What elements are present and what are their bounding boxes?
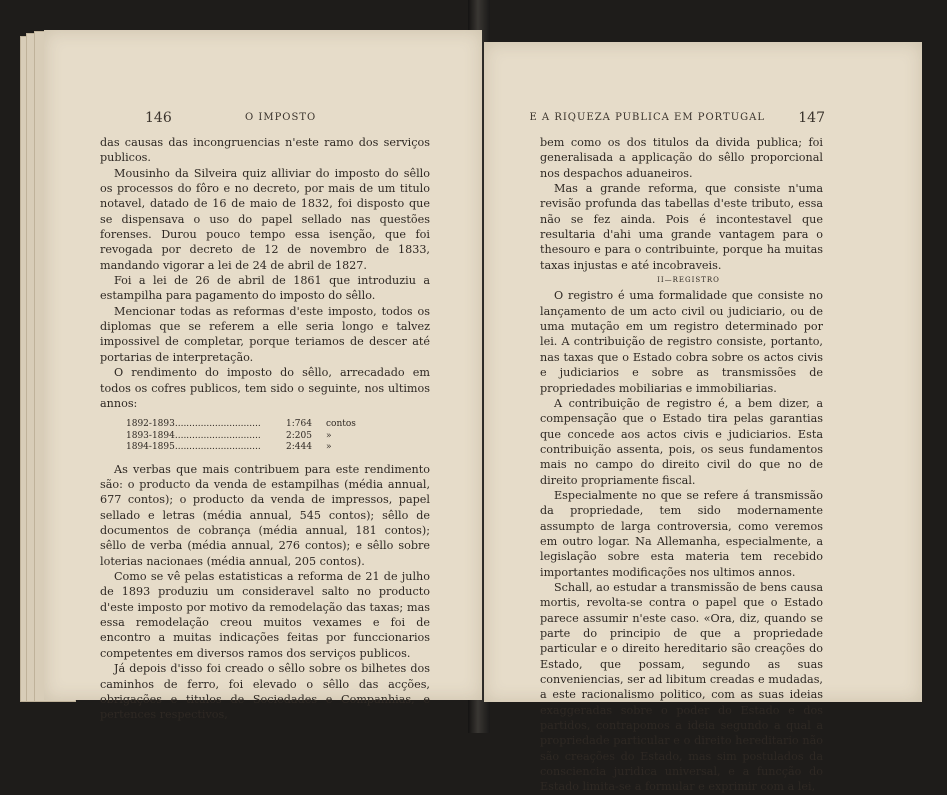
right-page-body [540,135,823,795]
paragraph: Mas a grande reforma, que consiste n'uma revisão profunda das tabellas d'este tributo, essa não se fez ainda. Pois é incontestavel que resultaria d'ahi uma grande vantagem para o thesouro e para o contribuinte, porque ha muitas taxas injustas e até incobraveis. [540,182,823,272]
paragraph: Foi a lei de 26 de abril de 1861 que introduziu a estampilha para pagamento do imposto do sêllo. [100,274,430,303]
paragraph: Mousinho da Silveira quiz alliviar do imposto do sêllo os processos do fôro e no decreto, por mais de um titulo notavel, datado de 16 de maio de 1832, foi disposto que se dispensava o uso do papel sellado nas questões forenses. Durou pouco tempo essa isenção, que foi revogada por decreto de 12 de novembro de 1833, mandando vigorar a lei de 24 de abril de 1827. [100,166,430,272]
paragraph: O registro é uma formalidade que consiste no lançamento de um acto civil ou judiciario, ou de uma mutação em um registro determinado por lei. A contribuição de registro consiste, portanto, nas taxas que o Estado cobra sobre os actos civis e judiciarios e sobre as transmissões de propriedades mobiliarias e immobiliarias. [540,289,823,395]
page-number: 146 [145,110,172,126]
running-head: O IMPOSTO [245,112,317,123]
section-heading: II—REGISTRO [657,276,720,285]
running-head: E A RIQUEZA PUBLICA EM PORTUGAL [529,112,765,123]
paragraph: Especialmente no que se refere á transmissão da propriedade, tem sido modernamente assumpto de larga controversia, como veremos em outro logar. Na Allemanha, especialmente, a legislação sobre esta materia tem recebido importantes modificações nos ultimos annos. [540,488,823,579]
paragraph: A contribuição de registro é, a bem dizer, a compensação que o Estado tira pelas garantias que concede aos actos civis e judiciarios. Esta contribuição assenta, pois, os seus fundamentos mais no campo do direito civil do que no de direito propriamente fiscal. [540,396,823,487]
paragraph: Mencionar todas as reformas d'este imposto, todos os diplomas que se referem a elle seria longo e talvez impossivel de completar, porque teriamos de descer até portarias de interpretação. [100,304,430,364]
paragraph: As verbas que mais contribuem para este rendimento são: o producto da venda de estampilhas (média annual, 677 contos); o producto da venda de impressos, papel sellado e letras (média annual, 545 contos); sêllo de documentos de cobrança (média annual, 181 contos); sêllo de verba (média annual, 276 contos); e sêllo sobre loterias nacionaes (média annual, 205 contos). [100,462,430,568]
paragraph: Já depois d'isso foi creado o sêllo sobre os bilhetes dos caminhos de ferro, foi elevado o sêllo das acções, obrigações e titulos de Sociedades e Companhias, e pertences respectivos, [100,662,430,722]
table-row: 1892-1893.............................. 1:764 contos [126,419,356,430]
paragraph: Schall, ao estudar a transmissão de bens causa mortis, revolta-se contra o papel que o Estado parece assumir n'este caso. «Ora, diz, quando se parte do principio de que a propriedade particular e o direito hereditario são creações do Estado, que possam, segundo as suas conveniencias, ser ad libitum creadas e mudadas, a este racionalismo politico, com as suas ideias exaggeradas sobre o poder do Estado e dos partidos, contrapomos a ideia segundo a qual a propriedade particular e o direito hereditario não são creações do Estado, mas sim postulados da consciencia juridica universal, e a funcção do Estado limita-se a formular e exprimir com a lei, [540,580,823,794]
page-number: 147 [798,110,825,126]
revenue-table [126,419,430,454]
paragraph: Como se vê pelas estatisticas a reforma de 21 de julho de 1893 produziu um consideravel salto no producto d'este imposto por motivo da remodelação das taxas; mas essa remodelação creou muitos vexames e foi de encontro a muitas indicações feitas por funccionarios competentes em diversos ramos dos serviços publicos. [100,570,430,660]
paragraph: O rendimento do imposto do sêllo, arrecadado em todos os cofres publicos, tem sido o seguinte, nos ultimos annos: [100,366,430,410]
left-page-body [100,135,430,723]
paragraph: das causas das incongruencias n'este ramo dos serviços publicos. [100,136,430,165]
table-row: 1894-1895.............................. 2:444 » [126,442,332,453]
paragraph: bem como os dos titulos da divida publica; foi generalisada a applicação do sêllo proporcional nos despachos aduaneiros. [540,136,823,180]
table-row: 1893-1894.............................. 2:205 » [126,430,332,441]
